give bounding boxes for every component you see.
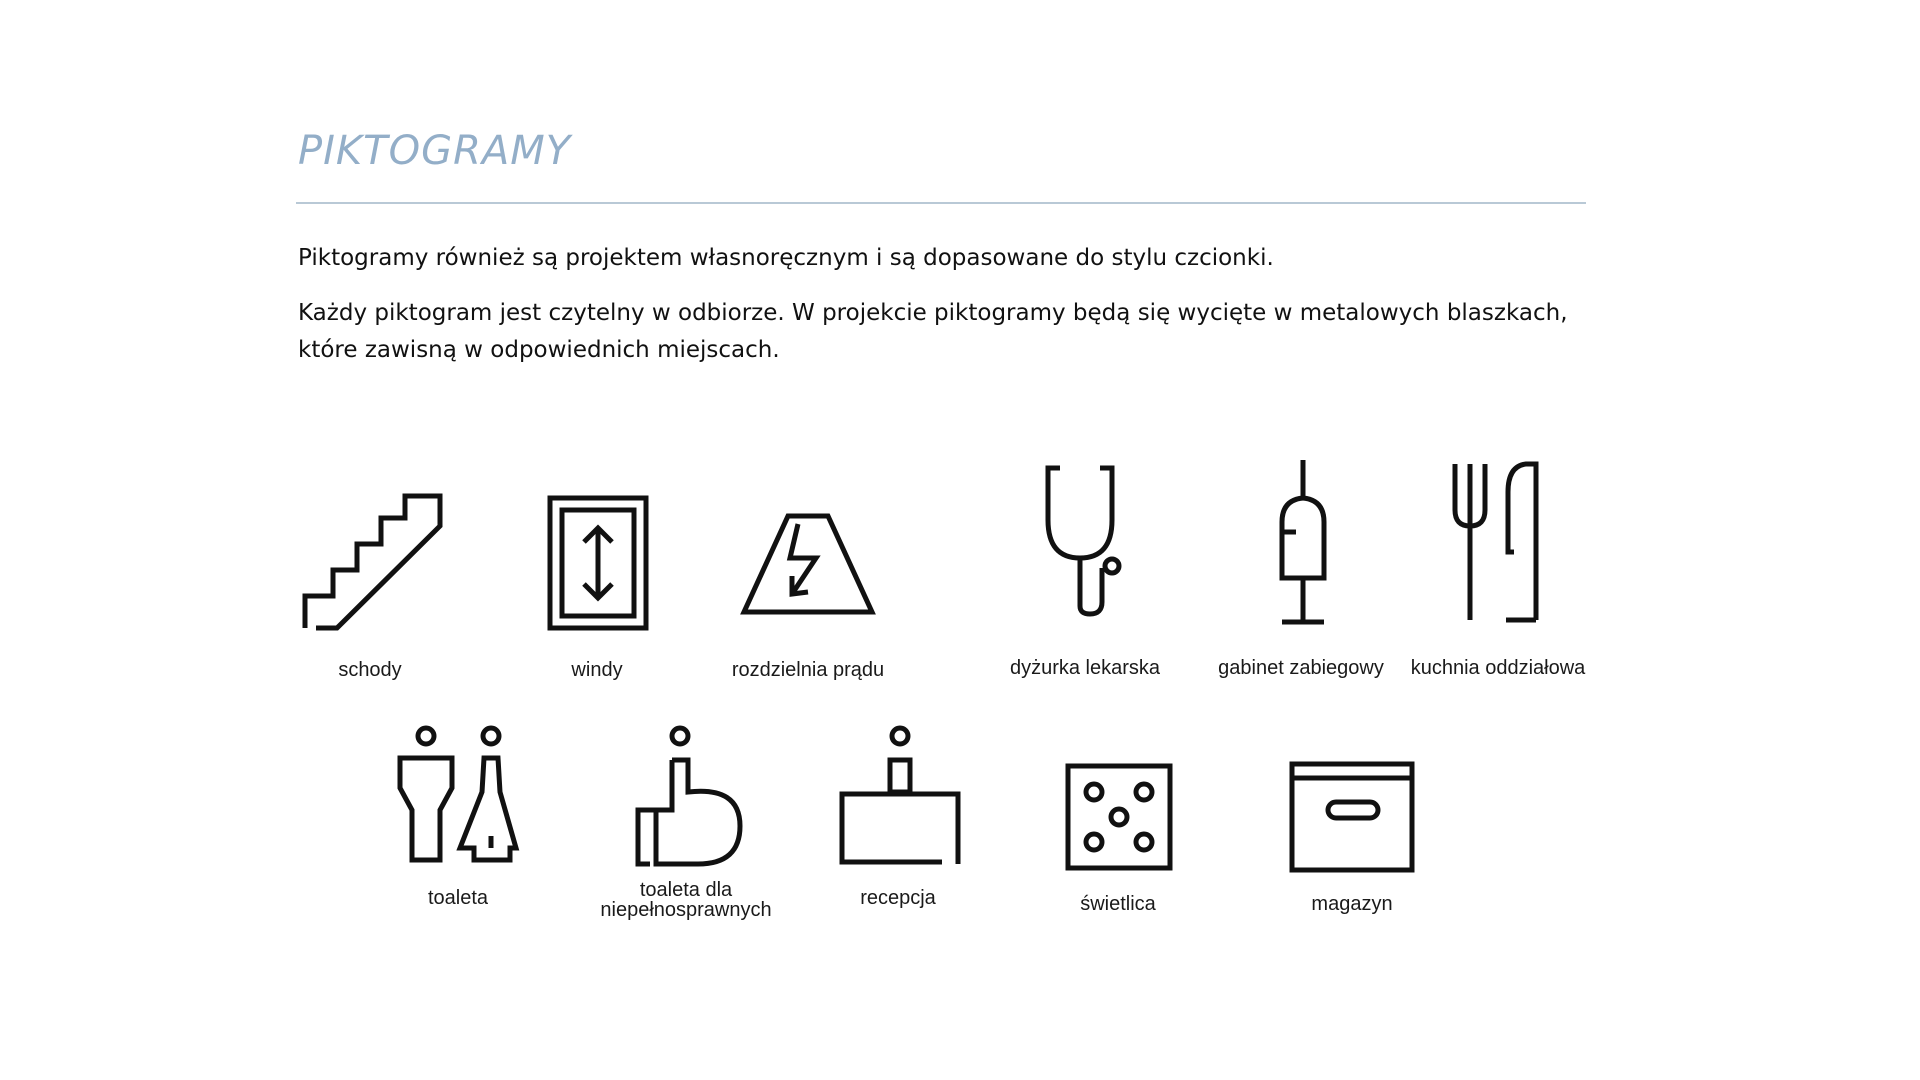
reception-desk-icon: [840, 726, 960, 866]
magazyn-label: magazyn: [1311, 893, 1393, 915]
syringe-icon: [1278, 460, 1328, 624]
dice-icon: [1066, 764, 1172, 870]
toaleta-niep-label-line2: niepełnosprawnych: [600, 899, 772, 921]
stairs-icon: [302, 496, 442, 630]
kuchnia-label: kuchnia oddziałowa: [1410, 657, 1586, 679]
dyzurka-label: dyżurka lekarska: [1009, 657, 1161, 679]
intro-paragraph: Piktogramy również są projektem własnoręcznym i są dopasowane do stylu czcionki.: [298, 245, 1274, 271]
fork-knife-icon: [1452, 462, 1538, 622]
description-paragraph: Każdy piktogram jest czytelny w odbiorze. W projekcie piktogramy będą się wycięte w metalowych blaszkach, które zawisną w odpowiednich miejscach.: [298, 300, 1568, 363]
storage-box-icon: [1290, 762, 1414, 872]
elevator-icon: [548, 496, 648, 630]
title-divider: [296, 202, 1586, 204]
windy-label: windy: [571, 659, 623, 681]
toaleta-niep-label: [600, 880, 771, 920]
wheelchair-icon: [636, 726, 742, 866]
swietlica-label: świetlica: [1080, 893, 1156, 915]
stethoscope-icon: [1046, 466, 1126, 616]
page-title: PIKTOGRAMY: [298, 128, 572, 174]
toaleta-niep-label-line1: toaleta dla: [639, 879, 733, 901]
gabinet-label: gabinet zabiegowy: [1218, 657, 1384, 679]
rozdzielnia-label: rozdzielnia prądu: [731, 659, 885, 681]
recepcja-label: recepcja: [860, 887, 936, 909]
schody-label: schody: [338, 659, 402, 681]
high-voltage-icon: [742, 512, 874, 614]
toaleta-label: toaleta: [427, 887, 489, 909]
restroom-icon: [398, 726, 518, 862]
